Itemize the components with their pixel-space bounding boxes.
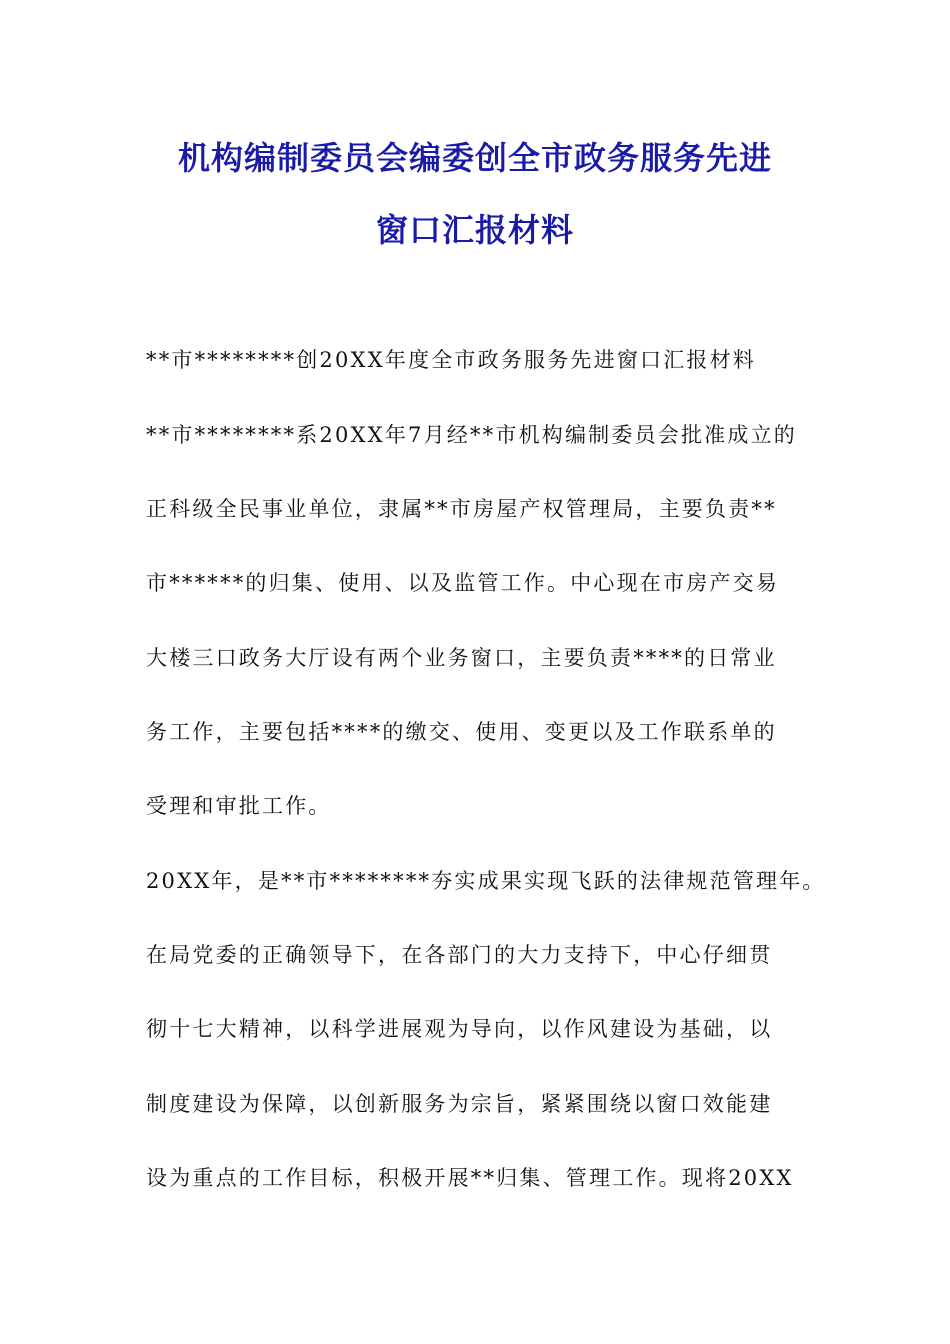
document-title-line-1: 机构编制委员会编委创全市政务服务先进 xyxy=(177,139,772,177)
body-line-3: 正科级全民事业单位，隶属**市房屋产权管理局，主要负责** xyxy=(146,497,777,521)
body-line-9: 在局党委的正确领导下，在各部门的大力支持下，中心仔细贯 xyxy=(146,943,773,967)
body-line-12: 设为重点的工作目标，积极开展**归集、管理工作。现将20XX xyxy=(146,1166,794,1190)
body-line-5: 大楼三口政务大厅设有两个业务窗口，主要负责****的日常业 xyxy=(146,646,777,670)
body-line-2: **市********系20XX年7月经**市机构编制委员会批准成立的 xyxy=(146,423,797,447)
body-line-6: 务工作，主要包括****的缴交、使用、变更以及工作联系单的 xyxy=(146,720,777,744)
body-line-4: 市******的归集、使用、以及监管工作。中心现在市房产交易 xyxy=(146,571,779,595)
body-line-10: 彻十七大精神，以科学进展观为导向，以作风建设为基础，以 xyxy=(146,1017,773,1041)
body-line-11: 制度建设为保障，以创新服务为宗旨，紧紧围绕以窗口效能建 xyxy=(146,1092,773,1116)
document-title-line-2: 窗口汇报材料 xyxy=(375,211,574,249)
body-line-7: 受理和审批工作。 xyxy=(146,794,332,818)
body-line-8: 20XX年，是**市********夯实成果实现飞跃的法律规范管理年。 xyxy=(146,869,826,893)
body-line-1: **市********创20XX年度全市政务服务先进窗口汇报材料 xyxy=(146,348,757,372)
